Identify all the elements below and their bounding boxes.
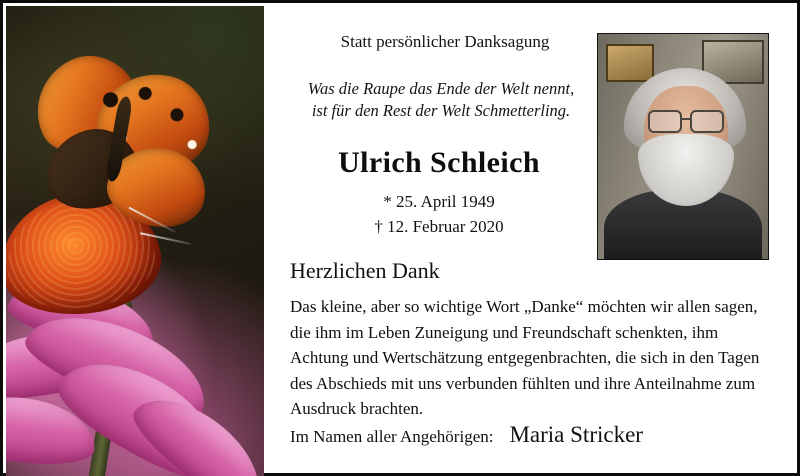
butterfly-icon <box>24 52 244 222</box>
thanks-body-text: Das kleine, aber so wichtige Wort „Danke“ möchten wir allen sagen, die ihm im Leben Zuneigung und Freundschaft schenkten, ihm Achtung und Wertschätzung entgegenbrachten, die sich in den Tagen des Abschieds mit uns verbunden fühlten und ihre Anteilnahme zum Ausdruck brachten. <box>290 297 760 418</box>
quote-line-1: Was die Raupe das Ende der Welt nennt, <box>307 79 575 98</box>
butterfly-flower-photo <box>6 6 264 476</box>
notice-header-text: Statt persönlicher Danksagung <box>340 32 550 51</box>
quote-line-2: ist für den Rest der Welt Schmetterling. <box>311 101 571 120</box>
memorial-quote <box>282 78 600 122</box>
signoff-row <box>290 422 643 448</box>
thanks-subheading: Herzlichen Dank <box>290 258 440 283</box>
signoff-name: Maria Stricker <box>509 422 643 447</box>
death-date: † 12. Februar 2020 <box>374 217 504 236</box>
portrait-photo <box>597 33 769 260</box>
wall-picture-frame <box>606 44 654 82</box>
deceased-name: Ulrich Schleich <box>338 146 540 179</box>
life-dates <box>274 189 604 239</box>
portrait-illustration <box>598 34 768 259</box>
butterfly-wing-pattern <box>79 75 219 188</box>
eyeglasses-icon <box>648 110 724 130</box>
notice-text-column <box>264 6 794 470</box>
birth-date: * 25. April 1949 <box>383 192 495 211</box>
signoff-label: Im Namen aller Angehörigen: <box>290 427 494 446</box>
